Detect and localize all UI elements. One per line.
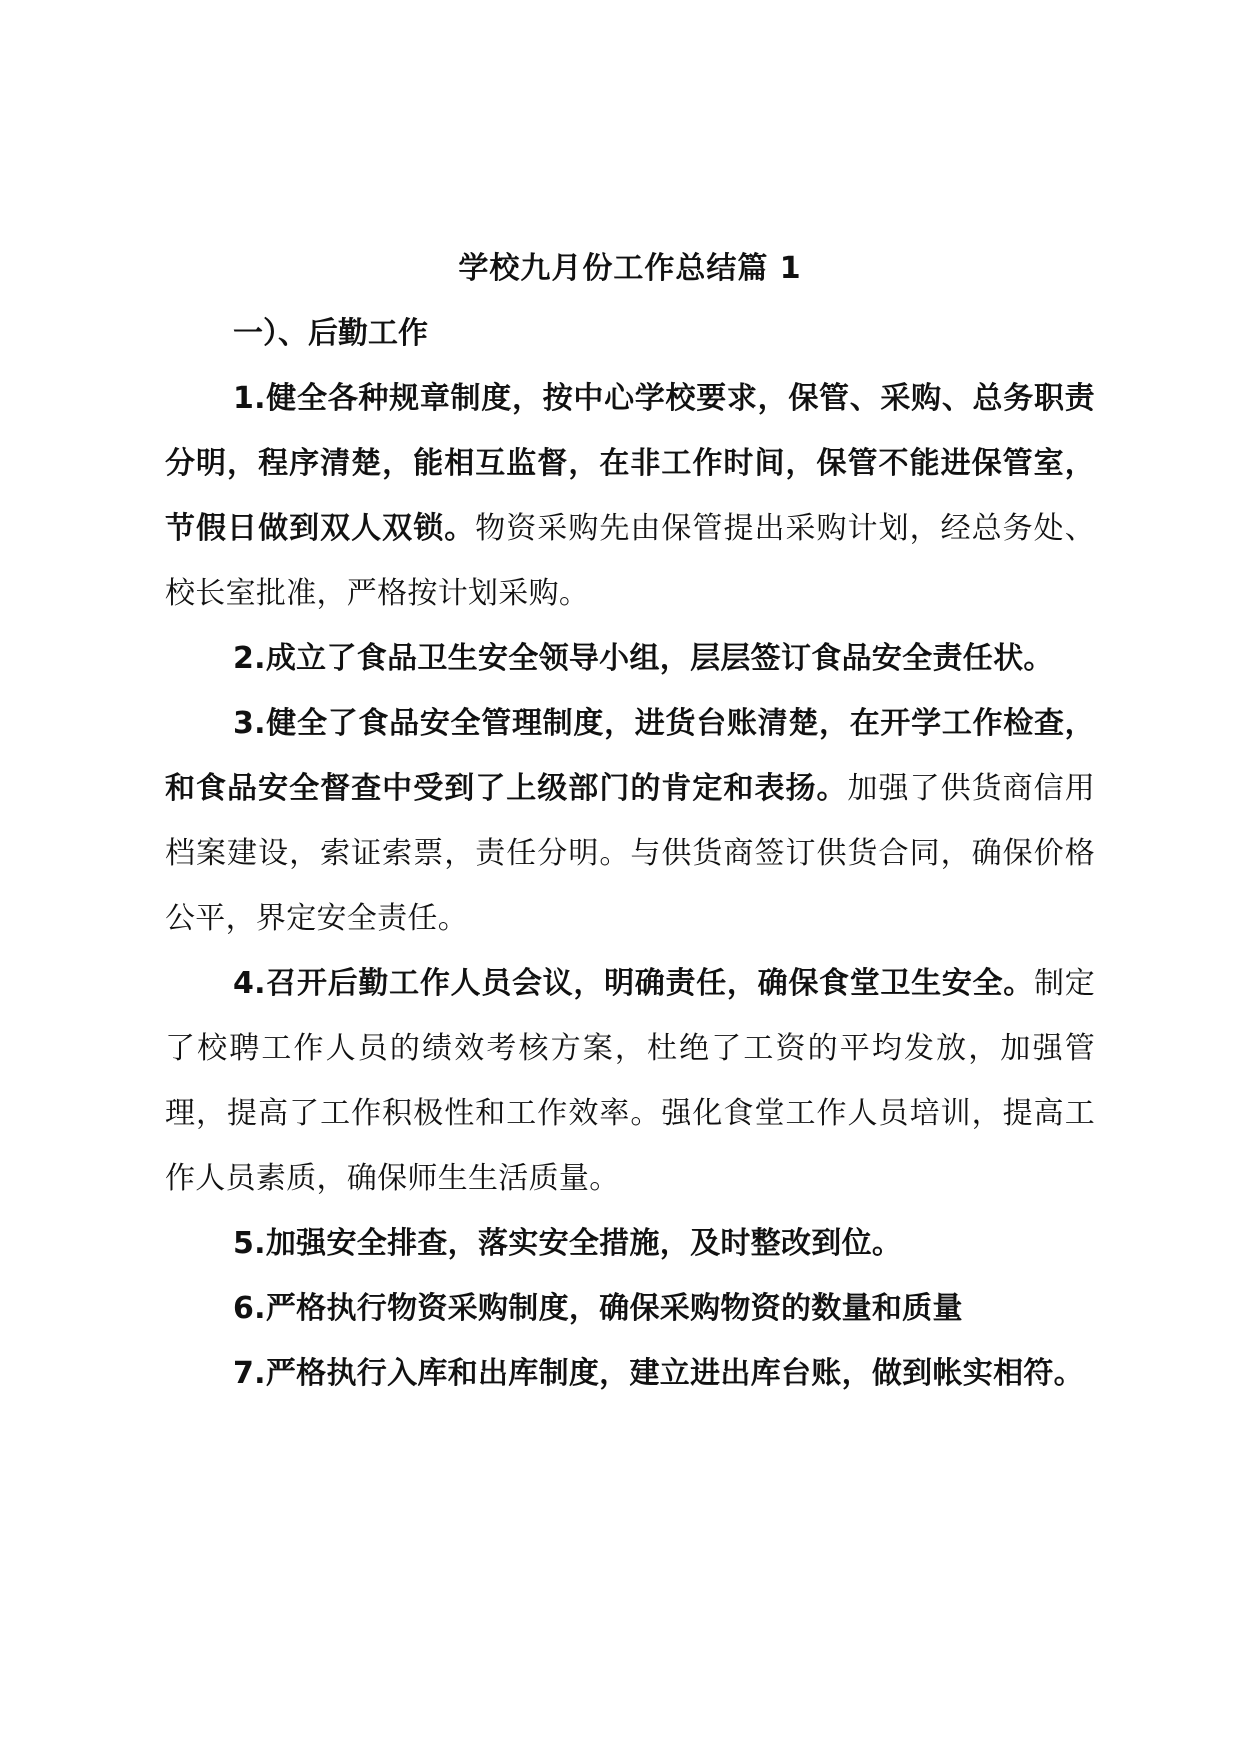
paragraph-bold-text: 3.健全了食品安全管理制度，进货台账清楚，在开学工作检查，和食品安全督查中受到了上级部门的肯定和表扬。 (165, 706, 1095, 806)
paragraph-item-2 (165, 626, 1095, 691)
document-title: 学校九月份工作总结篇 1 (458, 251, 802, 286)
paragraph-bold-text: 5.加强安全排查，落实安全措施，及时整改到位。 (233, 1226, 903, 1261)
paragraph-bold-text: 2.成立了食品卫生安全领导小组，层层签订食品安全责任状。 (233, 641, 1054, 676)
section-heading: 一）、后勤工作 (233, 316, 428, 351)
paragraph-bold-text: 6.严格执行物资采购制度，确保采购物资的数量和质量 (233, 1291, 963, 1326)
paragraph-item-5 (165, 1211, 1095, 1276)
paragraph-bold-text: 7.严格执行入库和出库制度，建立进出库台账，做到帐实相符。 (233, 1356, 1084, 1391)
paragraph-item-3 (165, 691, 1095, 951)
paragraph-normal-text: 制定了校聘工作人员的绩效考核方案，杜绝了工资的平均发放，加强管理，提高了工作积极性和工作效率。强化食堂工作人员培训，提高工作人员素质，确保师生生活质量。 (165, 966, 1095, 1196)
paragraph-bold-text: 1.健全各种规章制度，按中心学校要求，保管、采购、总务职责分明，程序清楚，能相互监督，在非工作时间，保管不能进保管室，节假日做到双人双锁。 (165, 381, 1095, 546)
paragraph-item-7 (165, 1341, 1095, 1406)
document-body (165, 236, 1095, 1406)
paragraph-normal-text: 物资采购先由保管提出采购计划，经总务处、校长室批准，严格按计划采购。 (165, 511, 1096, 611)
paragraph-item-1 (165, 366, 1095, 626)
paragraph-normal-text: 加强了供货商信用档案建设，索证索票，责任分明。与供货商签订供货合同，确保价格公平，界定安全责任。 (165, 771, 1095, 936)
paragraph-item-4 (165, 951, 1095, 1211)
paragraph-bold-text: 4.召开后勤工作人员会议，明确责任，确保食堂卫生安全。 (233, 966, 1034, 1001)
paragraph-item-6 (165, 1276, 1095, 1341)
